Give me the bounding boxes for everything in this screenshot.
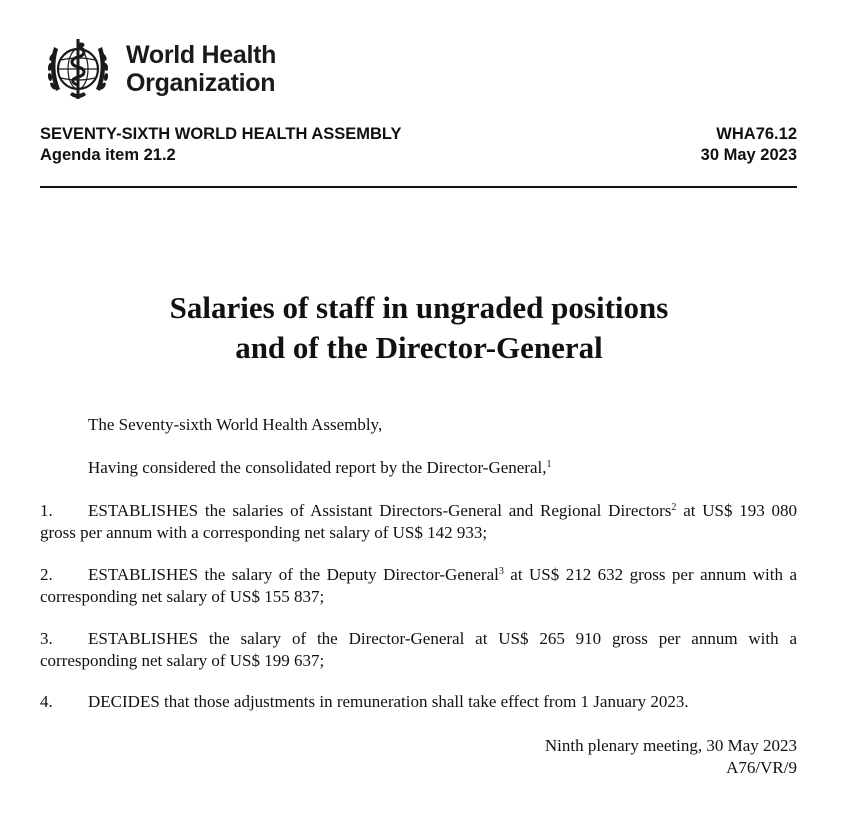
footnote-ref: 2: [671, 502, 677, 513]
header-divider: [40, 186, 797, 188]
signature-block: [545, 735, 797, 779]
preamble-text-1: The Seventy-sixth World Health Assembly,: [88, 415, 383, 434]
logo-line-1: World Health: [126, 41, 277, 69]
who-emblem-icon: [40, 33, 116, 105]
preamble-text-2: Having considered the consolidated report by the Director-General,: [88, 458, 547, 477]
title-line-1: Salaries of staff in ungraded positions: [169, 290, 669, 325]
paragraph-text: ESTABLISHES the salaries of Assistant Directors-General and Regional Directors: [88, 501, 672, 520]
operative-paragraph-4: [40, 691, 797, 713]
agenda-item: Agenda item 21.2: [40, 146, 176, 164]
paragraph-number: 2.: [40, 565, 53, 584]
paragraph-number: 3.: [40, 629, 53, 648]
operative-paragraph-1: [40, 500, 797, 544]
paragraph-text: DECIDES that those adjustments in remuneration shall take effect from 1 January 2023.: [88, 692, 689, 711]
preamble-assembly: [40, 414, 845, 436]
paragraph-text-continued: at US$ 193 080 gross per annum with a corresponding net salary of US$ 142 933;: [40, 501, 797, 542]
header-left: [40, 124, 402, 166]
assembly-name: SEVENTY-SIXTH WORLD HEALTH ASSEMBLY: [40, 125, 402, 143]
footnote-ref: 1: [546, 459, 552, 470]
record-reference: A76/VR/9: [726, 758, 797, 777]
footnote-ref: 3: [498, 566, 504, 577]
operative-paragraph-2: [40, 564, 797, 608]
paragraph-number: 4.: [40, 692, 53, 711]
title-line-2: and of the Director-General: [235, 330, 603, 365]
paragraph-text-continued: at US$ 212 632 gross per annum with a corresponding net salary of US$ 155 837;: [40, 565, 797, 606]
preamble-considered: [40, 457, 845, 479]
operative-paragraph-3: [40, 628, 797, 672]
header-right: [701, 124, 797, 166]
plenary-meeting: Ninth plenary meeting, 30 May 2023: [544, 736, 797, 755]
paragraph-text: ESTABLISHES the salary of the Deputy Director-General: [88, 565, 499, 584]
document-date: 30 May 2023: [700, 146, 797, 164]
paragraph-text: ESTABLISHES the salary of the Director-General at US$ 265 910 gross per annum with a corresponding net salary of US$ 199 637;: [40, 629, 797, 670]
paragraph-number: 1.: [40, 501, 53, 520]
who-logo-text: [126, 41, 276, 97]
document-id: WHA76.12: [716, 125, 797, 143]
resolution-title: [0, 288, 838, 368]
logo-line-2: Organization: [126, 69, 276, 97]
who-logo: [40, 33, 276, 105]
